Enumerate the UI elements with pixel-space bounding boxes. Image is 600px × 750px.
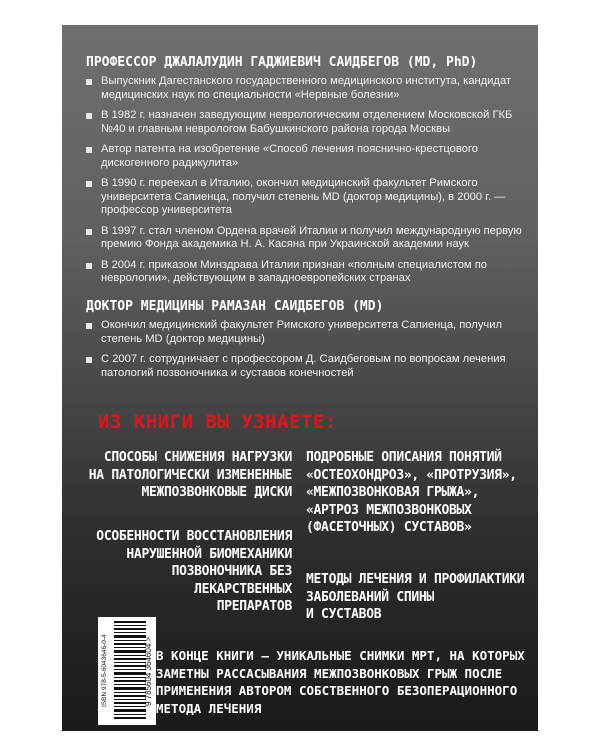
book-back-cover [62,25,538,731]
feature-right-1: ПОДРОБНЫЕ ОПИСАНИЯ ПОНЯТИЙ «ОСТЕОХОНДРОЗ», «ПРОТРУЗИЯ», «МЕЖПОЗВОНКОВАЯ ГРЫЖА», «АРТРОЗ МЕЖПОЗВОНКОВЫХ (ФАСЕТОЧНЫХ) СУСТАВОВ» [306,450,517,535]
isbn-label: ISBN 978-5-6043646-0-4 [101,634,108,708]
bio-item: В 2004 г. приказом Минздрава Италии признан «полным специалистом по неврологии», действующим в западноевропейских странах [84,259,524,286]
isbn-barcode [98,617,156,725]
bottom-note: В КОНЦЕ КНИГИ – УНИКАЛЬНЫЕ СНИМКИ МРТ, НА КОТОРЫХ ЗАМЕТНЫ РАССАСЫВАНИЯ МЕЖПОЗВОНКОВЫХ ГРЫЖ ПОСЛЕ ПРИМЕНЕНИЯ АВТОРОМ СОБСТВЕННОГО БЕЗОПЕРАЦИОННОГО МЕТОДА ЛЕЧЕНИЯ [156,648,525,716]
bio-item: С 2007 г. сотрудничает с профессором Д. Саидбеговым по вопросам лечения патологий позвоночника и суставов конечностей [84,353,524,380]
learn-title: ИЗ КНИГИ ВЫ УЗНАЕТЕ: [98,411,337,433]
feature-left-2: ОСОБЕННОСТИ ВОССТАНОВЛЕНИЯ НАРУШЕННОЙ БИОМЕХАНИКИ ПОЗВОНОЧНИКА БЕЗ ЛЕКАРСТВЕННЫХ ПРЕПАРАТОВ [96,529,292,614]
bio-item: В 1990 г. переехал в Италию, окончил медицинский факультет Римского университета Сапиенца, получил степень MD (доктор медицины), в 2000 г. — профессор университета [84,177,524,218]
author1-heading: ПРОФЕССОР ДЖАЛАЛУДИН ГАДЖИЕВИЧ САИДБЕГОВ (MD, PhD) [86,55,478,70]
bio-item: В 1982 г. назначен заведующим неврологическим отделением Московской ГКБ №40 и главным неврологом Бабушкинского района города Москвы [84,109,524,136]
bio-item: Окончил медицинский факультет Римского университета Сапиенца, получил степень MD (доктор медицины) [84,319,524,346]
feature-right-2: МЕТОДЫ ЛЕЧЕНИЯ И ПРОФИЛАКТИКИ ЗАБОЛЕВАНИЙ СПИНЫ И СУСТАВОВ [306,572,525,622]
bio-item: Выпускник Дагестанского государственного медицинского института, кандидат медицинских наук по специальности «Нервные болезни» [84,75,524,102]
author1-bio-list [84,75,524,293]
bio-item: Автор патента на изобретение «Способ лечения пояснично-крестцового дискогенного радикулита» [84,143,524,170]
feature-left-1: СПОСОБЫ СНИЖЕНИЯ НАГРУЗКИ НА ПАТОЛОГИЧЕСКИ ИЗМЕНЕННЫЕ МЕЖПОЗВОНКОВЫЕ ДИСКИ [88,450,292,500]
barcode-digits: 9 785604 364604 > [144,636,153,706]
author2-bio-list [84,319,524,387]
bio-item: В 1997 г. стал членом Ордена врачей Италии и получил международную первую премию Фонда академика Н. А. Касяна при Украинской академии наук [84,225,524,252]
author2-heading: ДОКТОР МЕДИЦИНЫ РАМАЗАН САИДБЕГОВ (MD) [86,299,384,314]
